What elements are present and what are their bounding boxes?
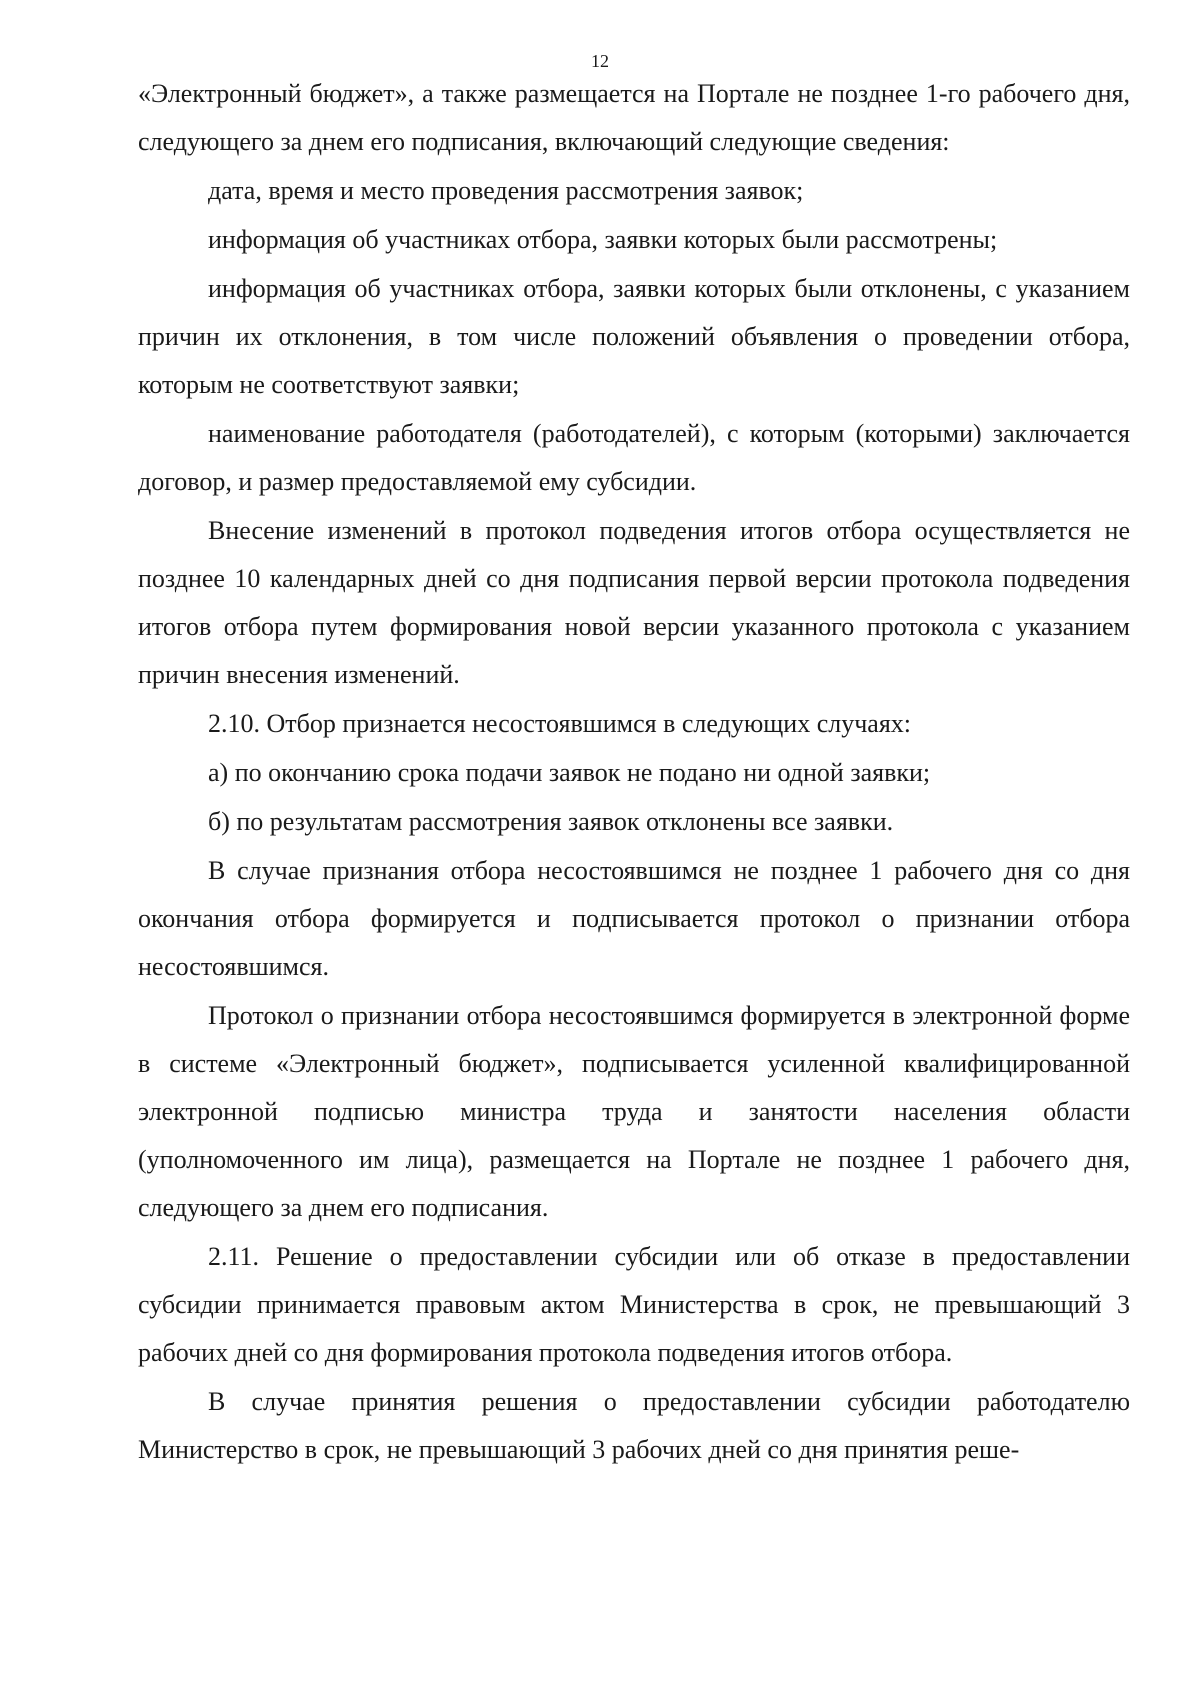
paragraph-4: информация об участниках отбора, заявки которых были отклонены, с указанием причин их отклонения, в том числе положений объявления о проведении отбора, которым не соответствуют заявки; [138,274,1130,399]
paragraph-6: Внесение изменений в протокол подведения итогов отбора осуществляется не позднее 10 календарных дней со дня подписания первой версии протокола подведения итогов отбора путем формирования новой версии указанного протокола с указанием причин внесения изменений. [138,516,1130,689]
paragraph-10: В случае признания отбора несостоявшимся не позднее 1 рабочего дня со дня окончания отбора формируется и подписывается протокол о признании отбора несостоявшимся. [138,856,1130,981]
paragraph-2: дата, время и место проведения рассмотрения заявок; [208,176,804,205]
paragraph-11: Протокол о признании отбора несостоявшимся формируется в электронной форме в системе «Электронный бюджет», подписывается усиленной квалифицированной электронной подписью министра труда и занятости населения области (уполномоченного им лица), размещается на Портале не позднее 1 рабочего дня, следующего за днем его подписания. [138,1001,1130,1222]
paragraph-1: «Электронный бюджет», а также размещается на Портале не позднее 1-го рабочего дня, следующего за днем его подписания, включающий следующие сведения: [138,79,1130,156]
paragraph-9: б) по результатам рассмотрения заявок отклонены все заявки. [208,807,894,836]
paragraph-3: информация об участниках отбора, заявки которых были рассмотрены; [208,225,998,254]
paragraph-13: В случае принятия решения о предоставлении субсидии работодателю Министерство в срок, не превышающий 3 рабочих дней со дня принятия реше- [138,1387,1130,1464]
paragraph-7: 2.10. Отбор признается несостоявшимся в следующих случаях: [208,709,912,738]
page-number: 12 [591,51,609,71]
paragraph-5: наименование работодателя (работодателей), с которым (которыми) заключается договор, и размер предоставляемой ему субсидии. [138,419,1130,496]
paragraph-8: а) по окончанию срока подачи заявок не подано ни одной заявки; [208,758,931,787]
paragraph-12: 2.11. Решение о предоставлении субсидии или об отказе в предоставлении субсидии принимается правовым актом Министерства в срок, не превышающий 3 рабочих дней со дня формирования протокола подведения итогов отбора. [138,1242,1130,1367]
document-body [138,70,1130,1475]
